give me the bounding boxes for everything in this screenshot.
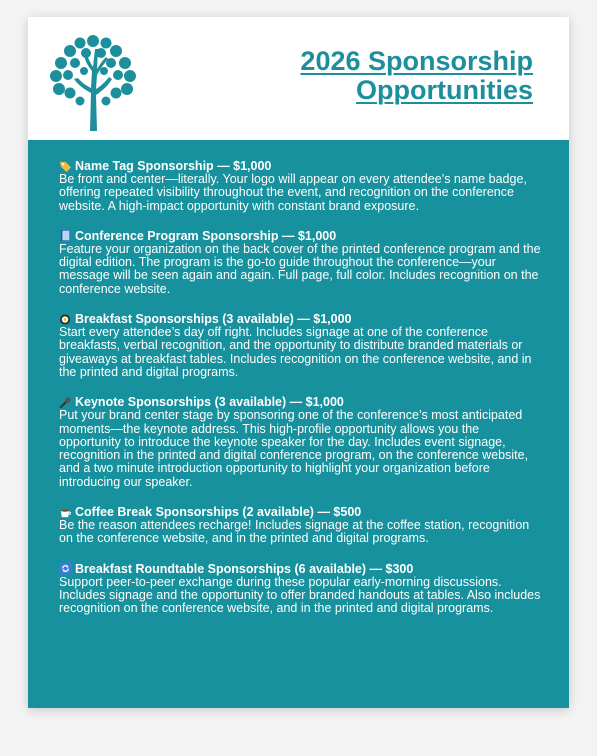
header: [28, 17, 569, 140]
title-line-1: 2026 Sponsorship: [300, 46, 533, 76]
sponsorship-item-name-tag: [59, 159, 544, 213]
arrows-cycle-icon: [59, 562, 72, 575]
sponsorship-list: [59, 159, 544, 632]
sponsorship-title: Conference Program Sponsorship — $1,000: [75, 228, 337, 243]
sponsorship-description: Feature your organization on the back cover of the printed conference program and the digital edition. The program is the go-to guide throughout the conference—your message will be seen again and again. Full page, full color. Includes recognition on the conference website.: [59, 241, 541, 296]
sponsorship-description: Put your brand center stage by sponsoring one of the conference’s most anticipated moments—the keynote address. This high-profile opportunity allows you the opportunity to introduce the keynote speaker for the day. Includes event signage, recognition in the printed and digital conference program, on the conference website, and a two minute introduction opportunity to highlight your organization before introducing our speaker.: [59, 408, 529, 489]
sponsorship-item-breakfast-roundtable: [59, 562, 544, 616]
sponsorship-description: Be front and center—literally. Your logo will appear on every attendee’s name badge, offering repeated visibility throughout the event, and recognition on the conference website. A high-impact opportunity with constant brand exposure.: [59, 172, 527, 213]
sponsorship-description: Be the reason attendees recharge! Includes signage at the coffee station, recognition on the conference website, and in the printed and digital programs.: [59, 518, 530, 546]
frying-pan-icon: [59, 313, 72, 326]
document-page: [28, 17, 569, 708]
sponsorship-item-breakfast: [59, 312, 544, 379]
book-icon: [59, 229, 72, 242]
sponsorship-title: Name Tag Sponsorship — $1,000: [75, 159, 272, 173]
sponsorship-item-keynote: [59, 395, 544, 489]
title-line-2: Opportunities: [356, 75, 533, 105]
sponsorship-title: Breakfast Sponsorships (3 available) — $1,000: [75, 312, 352, 327]
tree-logo-icon: [48, 31, 138, 131]
sponsorship-title: Breakfast Roundtable Sponsorships (6 available) — $300: [75, 561, 414, 576]
tag-icon: [59, 160, 72, 173]
sponsorship-title: Coffee Break Sponsorships (2 available) — $500: [75, 505, 362, 520]
sponsorship-description: Support peer-to-peer exchange during these popular early-morning discussions. Includes signage and the opportunity to offer branded handouts at tables. Also includes recognition on the conference website, and in the printed and digital programs.: [59, 574, 541, 616]
microphone-icon: [59, 396, 72, 409]
sponsorship-item-conference-program: [59, 229, 544, 296]
page-title: [203, 47, 533, 105]
sponsorship-list-panel: [28, 140, 569, 708]
sponsorship-title: Keynote Sponsorships (3 available) — $1,000: [75, 395, 344, 410]
coffee-cup-icon: [59, 506, 72, 519]
sponsorship-description: Start every attendee’s day off right. Includes signage at one of the conference breakfasts, verbal recognition, and the opportunity to distribute branded materials or giveaways at breakfast tables. Includes recognition on the conference website, and in the printed and digital programs.: [59, 325, 532, 379]
sponsorship-item-coffee-break: [59, 505, 544, 546]
